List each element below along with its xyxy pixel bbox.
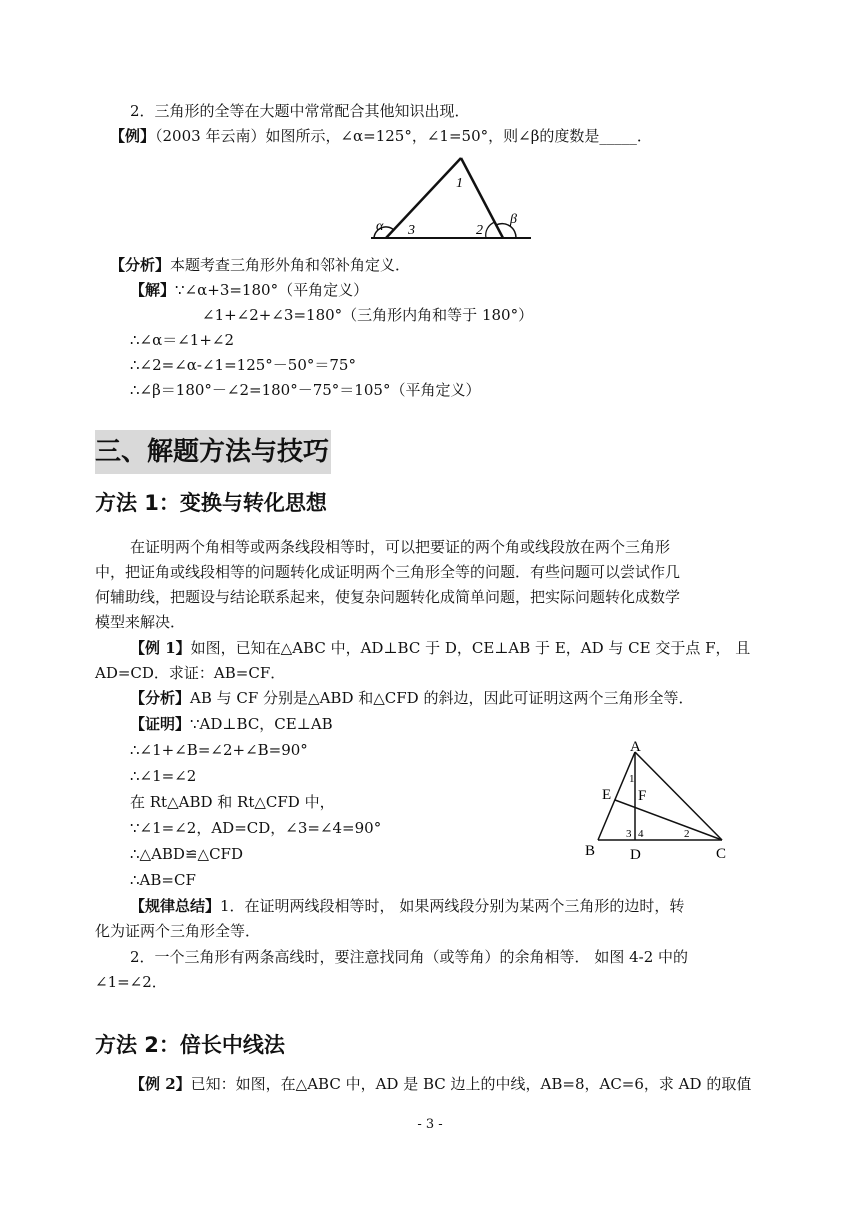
solution-line-3: ∴∠α＝∠1+∠2 — [130, 331, 235, 349]
section-3-heading: 三、解题方法与技巧 — [95, 430, 331, 474]
method-2-title: 方法 2：倍长中线法 — [95, 1033, 285, 1057]
proof-text-1: ∵AD⊥BC，CE⊥AB — [190, 715, 333, 733]
method-1-para-line-4: 模型来解决． — [95, 613, 186, 631]
solution-line-1 — [130, 278, 368, 302]
page-number: - 3 - — [417, 1117, 443, 1132]
proof-line-5: ∵∠1=∠2，AD=CD，∠3=∠4=90° — [130, 819, 382, 837]
summary-tag: 【规律总结】 — [130, 897, 221, 915]
solution-line-4: ∴∠2=∠α-∠1=125°－50°＝75° — [130, 356, 356, 374]
angle-2-label: 2 — [684, 828, 690, 840]
example-1-tag: 【例 1】 — [130, 639, 191, 657]
example-2-line — [130, 1072, 751, 1096]
example-tag: 【例】 — [110, 127, 156, 145]
proof-line-1 — [130, 712, 333, 736]
segment-ac — [635, 752, 722, 840]
analysis-line — [110, 253, 410, 277]
vertex-d-label: D — [630, 847, 641, 863]
vertex-a-label: A — [630, 739, 641, 755]
angle-1-label: 1 — [629, 773, 635, 785]
label-1: 1 — [456, 176, 463, 191]
analysis-tag: 【分析】 — [110, 256, 171, 274]
proof-line-7: ∴AB=CF — [130, 871, 196, 889]
method-1-title: 方法 1：变换与转化思想 — [95, 491, 327, 515]
proof-line-4: 在 Rt△ABD 和 Rt△CFD 中， — [130, 793, 335, 811]
label-3: 3 — [408, 223, 415, 238]
analysis-text: 本题考查三角形外角和邻补角定义． — [170, 256, 411, 274]
angle-4-label: 4 — [638, 828, 644, 840]
method-1-para-line-2: 中，把证角或线段相等的问题转化成证明两个三角形全等的问题．有些问题可以尝试作几 — [95, 563, 681, 581]
solution-line-2: ∠1+∠2+∠3=180°（三角形内角和等于 180°） — [202, 306, 534, 324]
angle-2-arc — [486, 222, 495, 238]
example-1-text: 如图，已知在△ABC 中，AD⊥BC 于 D，CE⊥AB 于 E，AD 与 CE 交于点 F， 且 — [190, 639, 751, 657]
proof-line-2: ∴∠1+∠B=∠2+∠B=90° — [130, 741, 308, 759]
summary-line-2: 化为证两个三角形全等． — [95, 922, 261, 940]
point-2-text: 2．三角形的全等在大题中常常配合其他知识出现． — [130, 102, 470, 120]
method-1-para-line-3: 何辅助线，把题设与结论联系起来，使复杂问题转化成简单问题，把实际问题转化成数学 — [95, 588, 681, 606]
label-alpha: α — [376, 219, 384, 234]
point-e-label: E — [602, 787, 612, 803]
example-2-text: 已知：如图，在△ABC 中，AD 是 BC 边上的中线，AB=8，AC=6，求 AD 的取值 — [190, 1075, 752, 1093]
proof-line-3: ∴∠1=∠2 — [130, 767, 197, 785]
example-1-line-1 — [130, 636, 750, 660]
label-2: 2 — [476, 223, 483, 238]
example-2-tag: 【例 2】 — [130, 1075, 191, 1093]
left-side — [386, 158, 461, 238]
summary-line-1 — [130, 894, 684, 918]
solution-tag: 【解】 — [130, 281, 176, 299]
proof-tag: 【证明】 — [130, 715, 191, 733]
triangle-figure-2 — [582, 738, 742, 866]
summary-text-1: 1．在证明两线段相等时， 如果两线段分别为某两个三角形的边时，转 — [220, 897, 685, 915]
solution-line-5: ∴∠β＝180°－∠2=180°－75°＝105°（平角定义） — [130, 381, 481, 399]
method-1-analysis-tag: 【分析】 — [130, 689, 191, 707]
point-f-label: F — [638, 788, 647, 804]
method-1-para-line-1: 在证明两个角相等或两条线段相等时，可以把要证的两个角或线段放在两个三角形 — [130, 538, 671, 556]
vertex-b-label: B — [585, 843, 596, 859]
label-beta: β — [510, 212, 517, 227]
method-1-analysis-line — [130, 686, 693, 710]
triangle-figure-1 — [366, 150, 536, 245]
angle-3-label: 3 — [626, 828, 632, 840]
example-text: （2003 年云南）如图所示，∠α=125°，∠1=50°，则∠β的度数是_____． — [155, 127, 652, 145]
summary-line-4: ∠1=∠2． — [95, 973, 167, 991]
summary-line-3: 2．一个三角形有两条高线时，要注意找同角（或等角）的余角相等． 如图 4-2 中的 — [130, 948, 689, 966]
method-1-analysis-text: AB 与 CF 分别是△ABD 和△CFD 的斜边，因此可证明这两个三角形全等． — [190, 689, 694, 707]
example-line — [110, 124, 652, 148]
proof-line-6: ∴△ABD≌△CFD — [130, 845, 243, 863]
vertex-c-label: C — [716, 846, 727, 862]
example-1-line-2: AD=CD．求证：AB=CF． — [95, 664, 286, 682]
solution-text-1: ∵∠α+3=180°（平角定义） — [175, 281, 369, 299]
